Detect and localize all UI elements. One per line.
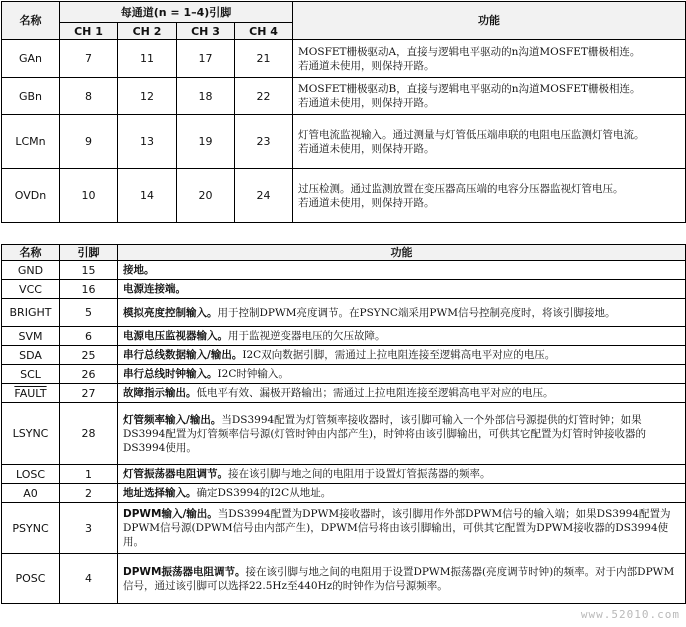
pin-description (118, 554, 686, 604)
pin-number: 23 (235, 115, 293, 169)
pin-description (118, 261, 686, 280)
table-row (2, 169, 686, 223)
function-title: 电源电压监视器输入。 (123, 330, 228, 342)
function-text: 确定DS3994的I2C从地址。 (196, 487, 332, 499)
pin-description (118, 465, 686, 484)
table-row (2, 327, 686, 346)
pin-description (118, 327, 686, 346)
pin-number: 28 (60, 403, 118, 465)
table-row (2, 403, 686, 465)
description-line: MOSFET栅极驱动A，直接与逻辑电平驱动的n沟道MOSFET栅极相连。 (298, 45, 641, 58)
function-title: 模拟亮度控制输入。 (123, 306, 218, 319)
function-text: 接在该引脚与地之间的电阻用于设置灯管振荡器的频率。 (228, 468, 491, 480)
function-title: DPWM振荡器电阻调节。 (123, 565, 246, 578)
description-line: 若通道未使用，则保持开路。 (298, 97, 435, 109)
header-ch4: CH 4 (235, 23, 293, 40)
description-line: MOSFET栅极驱动B，直接与逻辑电平驱动的n沟道MOSFET栅极相连。 (298, 83, 641, 95)
pin-number: 1 (60, 465, 118, 484)
description-line: 过压检测。通过监测放置在变压器高压端的电容分压器监视灯管电压。 (298, 182, 624, 195)
table-row (2, 484, 686, 503)
function-title: 接地。 (123, 264, 155, 276)
pin-description (118, 484, 686, 503)
pin-name: SVM (2, 327, 60, 346)
pin-number: 8 (60, 78, 118, 115)
pin-description (293, 78, 686, 115)
pin-number: 25 (60, 346, 118, 365)
pin-description (118, 280, 686, 299)
function-title: 电源连接端。 (123, 283, 186, 295)
function-text: 当DS3994配置为灯管频率接收器时，该引脚可输入一个外部信号源提供的灯管时钟；如果DS3994配置为灯管频率信号源(灯管时钟由内部产生)，时钟将由该引脚输出，可供其它配置为灯管时钟接收器的DS3994使用。 (123, 413, 647, 454)
header-ch1: CH 1 (60, 23, 118, 40)
pin-name: GBn (2, 78, 60, 115)
description-line: 若通道未使用，则保持开路。 (298, 59, 435, 72)
pin-number: 11 (118, 40, 177, 78)
pin-number: 17 (177, 40, 235, 78)
pin-number: 27 (60, 384, 118, 403)
pin-number: 10 (60, 169, 118, 223)
pin-number: 7 (60, 40, 118, 78)
header-ch2: CH 2 (118, 23, 177, 40)
pin-number: 13 (118, 115, 177, 169)
function-text: 低电平有效、漏极开路输出；需通过上拉电阻连接至逻辑高电平对应的电压。 (196, 387, 554, 399)
pin-number: 4 (60, 554, 118, 604)
pin-number: 9 (60, 115, 118, 169)
pin-description (118, 503, 686, 554)
table-row (2, 40, 686, 78)
table-row (2, 115, 686, 169)
pin-name: VCC (2, 280, 60, 299)
function-title: 灯管频率输入/输出。 (123, 413, 222, 426)
pin-name: PSYNC (2, 503, 60, 554)
pin-name: OVDn (2, 169, 60, 223)
description-line: 若通道未使用，则保持开路。 (298, 196, 435, 209)
function-title: DPWM输入/输出。 (123, 508, 218, 520)
function-title: 地址选择输入。 (123, 487, 197, 499)
function-title: 故障指示输出。 (123, 387, 197, 399)
header-function: 功能 (118, 245, 686, 261)
pin-description (293, 115, 686, 169)
pin-description (118, 365, 686, 384)
pin-number: 15 (60, 261, 118, 280)
pin-number: 14 (118, 169, 177, 223)
pin-number: 22 (235, 78, 293, 115)
pin-name: SDA (2, 346, 60, 365)
watermark-text: www.52010.com (580, 608, 680, 621)
pin-number: 21 (235, 40, 293, 78)
pin-number: 20 (177, 169, 235, 223)
table-row (2, 78, 686, 115)
function-title: 串行总线时钟输入。 (123, 368, 218, 380)
header-ch3: CH 3 (177, 23, 235, 40)
pin-description (118, 384, 686, 403)
table-row (2, 465, 686, 484)
pin-description (118, 346, 686, 365)
pin-number: 5 (60, 299, 118, 327)
pin-description (118, 403, 686, 465)
pin-description (118, 299, 686, 327)
pin-name: LOSC (2, 465, 60, 484)
header-name: 名称 (2, 2, 60, 40)
description-line: 若通道未使用，则保持开路。 (298, 142, 435, 155)
pin-name: GND (2, 261, 60, 280)
table-row (2, 299, 686, 327)
table-row (2, 365, 686, 384)
table-row (2, 261, 686, 280)
pin-number: 19 (177, 115, 235, 169)
table-row (2, 503, 686, 554)
pin-name: POSC (2, 554, 60, 604)
pin-number: 24 (235, 169, 293, 223)
pin-number: 2 (60, 484, 118, 503)
pin-description (293, 169, 686, 223)
pin-name: A0 (2, 484, 60, 503)
pin-name: SCL (2, 365, 60, 384)
channel-pin-table (1, 1, 686, 223)
function-title: 串行总线数据输入/输出。 (123, 349, 243, 361)
description-line: 灯管电流监视输入。通过测量与灯管低压端串联的电阻电压监测灯管电流。 (298, 128, 645, 141)
header-pin: 引脚 (60, 245, 118, 261)
pin-number: 3 (60, 503, 118, 554)
table-row (2, 280, 686, 299)
pin-name: GAn (2, 40, 60, 78)
function-text: I2C双向数据引脚，需通过上拉电阻连接至逻辑高电平对应的电压。 (242, 349, 556, 361)
header-function: 功能 (293, 2, 686, 40)
pin-number: 18 (177, 78, 235, 115)
function-text: 用于控制DPWM亮度调节。在PSYNC端采用PWM信号控制亮度时，将该引脚接地。 (217, 306, 616, 319)
function-text: 接在该引脚与地之间的电阻用于设置DPWM振荡器(亮度调节时钟)的频率。对于内部DPWM信号，通过该引脚可以选择22.5Hz至440Hz的时钟作为信号源频率。 (123, 565, 675, 592)
table-row (2, 346, 686, 365)
function-title: 灯管振荡器电阻调节。 (123, 468, 228, 480)
general-pin-table (1, 244, 686, 604)
header-name: 名称 (2, 245, 60, 261)
function-text: 用于监视逆变器电压的欠压故障。 (228, 330, 386, 342)
pin-number: 6 (60, 327, 118, 346)
header-pin-group: 每通道(n = 1–4)引脚 (60, 2, 293, 23)
table-row (2, 384, 686, 403)
pin-number: 26 (60, 365, 118, 384)
table-row (2, 554, 686, 604)
pin-name: LCMn (2, 115, 60, 169)
pin-name: FAULT (2, 384, 60, 403)
pin-number: 16 (60, 280, 118, 299)
pin-name: BRIGHT (2, 299, 60, 327)
pin-description (293, 40, 686, 78)
pin-name: LSYNC (2, 403, 60, 465)
function-text: I2C时钟输入。 (217, 368, 289, 380)
pin-number: 12 (118, 78, 177, 115)
function-text: 当DS3994配置为DPWM接收器时，该引脚用作外部DPWM信号的输入端；如果DS3994配置为DPWM信号源(DPWM信号由内部产生)，DPWM信号将由该引脚输出，可供其它配置为DPWM接收器的DS3994使用。 (123, 508, 671, 548)
